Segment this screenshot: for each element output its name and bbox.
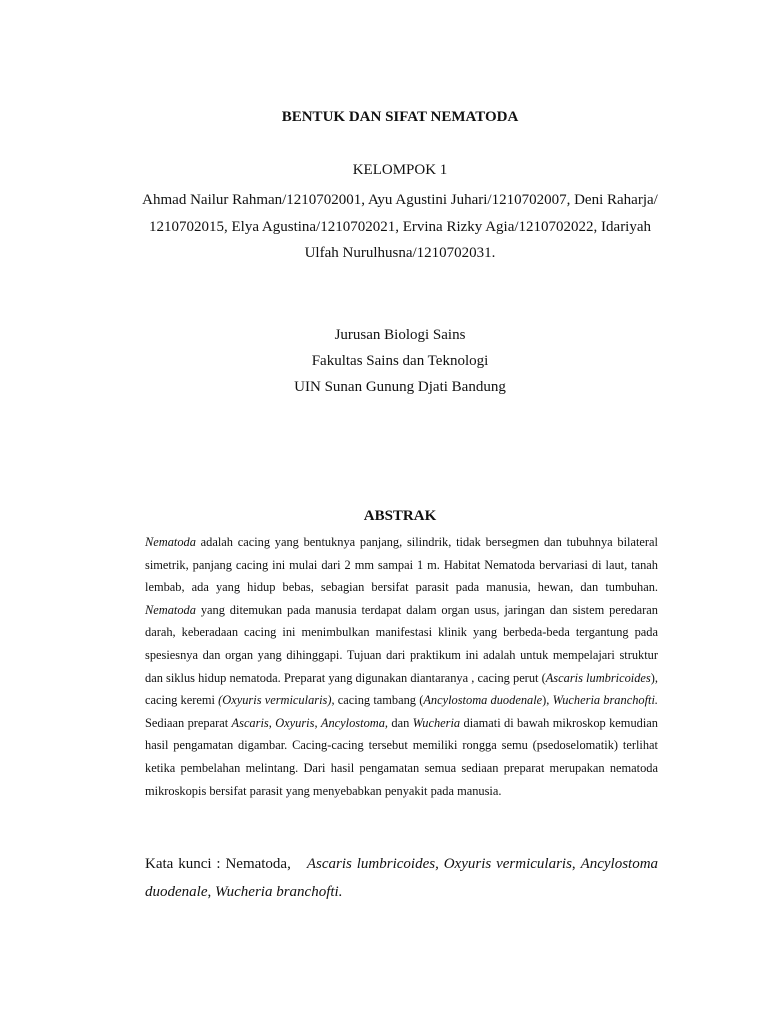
- group-label: KELOMPOK 1: [352, 162, 448, 178]
- abstract-heading: ABSTRAK: [363, 508, 437, 524]
- keywords: [145, 850, 658, 906]
- paper-title: BENTUK DAN SIFAT NEMATODA: [281, 109, 519, 125]
- faculty: Fakultas Sains dan Teknologi: [311, 353, 489, 369]
- abstract-term: Nematoda: [145, 602, 196, 617]
- abstract-sentence: diamati di bawah mikroskop kemudian hasil pengamatan digambar. Cacing-cacing tersebut memiliki rongga semu (psedoselomatik) terlihat ketika pembelahan melintang. Dari hasil pengamatan semua sediaan preparat merupakan nematoda mikroskopis bersifat parasit yang menyebabkan penyakit pada manusia.: [145, 715, 658, 798]
- abstract-sentence: Sediaan preparat: [145, 715, 232, 730]
- abstract-sentence: yang ditemukan pada manusia terdapat dalam organ usus, jaringan dan sistem peredaran darah, keberadaan cacing ini menimbulkan manifestasi klinik yang berbeda-beda tergantung pada spesiesnya dan organ yang dihinggapi. Tujuan dari praktikum ini adalah untuk mempelajari struktur dan siklus hidup nematoda. Preparat yang digunakan diantaranya , cacing perut (: [145, 602, 658, 685]
- genus-name: Ascaris: [231, 715, 269, 730]
- keyword: Oxyuris vermicularis: [443, 856, 572, 872]
- species-name: Wucheria branchofti.: [552, 693, 659, 708]
- keyword-separator: ,: [435, 856, 444, 872]
- abstract-sentence: dan: [388, 715, 413, 730]
- affiliation-block: [0, 322, 768, 400]
- abstract-text: [145, 531, 658, 802]
- abstract-sentence: ,: [268, 715, 276, 730]
- abstract-sentence: ),: [542, 693, 553, 708]
- abstract-sentence: adalah cacing yang bentuknya panjang, silindrik, tidak bersegmen dan tubuhnya bilateral simetrik, panjang cacing ini mulai dari 2 mm sampai 1 m. Habitat Nematoda bervariasi di laut, tanah lembab, ada yang hidup bebas, sebagian bersifat parasit pada manusia, hewan, dan tumbuhan.: [145, 535, 658, 595]
- keywords-label: Kata kunci : Nematoda,: [145, 856, 291, 872]
- author-list: Ahmad Nailur Rahman/1210702001, Ayu Agustini Juhari/1210702007, Deni Raharja/ 1210702015, Elya Agustina/1210702021, Ervina Rizky Agia/1210702022, Idariyah Ulfah Nurulhusna/1210702031.: [142, 192, 658, 261]
- genus-name: Wucheria: [412, 715, 461, 730]
- keyword: Ascaris lumbricoides: [306, 856, 436, 872]
- abstract-sentence: , cacing tambang (: [331, 693, 424, 708]
- abstract-sentence: ), cacing keremi: [145, 670, 658, 708]
- abstract-term: Nematoda: [145, 535, 196, 549]
- keyword: Wucheria branchofti.: [214, 884, 343, 900]
- keyword: Ancylostoma duodenale: [145, 856, 659, 900]
- university: UIN Sunan Gunung Djati Bandung: [294, 379, 506, 395]
- species-name: Ancylostoma duodenale: [423, 693, 543, 708]
- keyword-separator: ,: [207, 884, 215, 900]
- keyword-separator: ,: [571, 856, 581, 872]
- species-name: (Oxyuris vermicularis): [218, 693, 332, 708]
- genus-name: Ancylostoma,: [320, 715, 389, 730]
- genus-name: Oxyuris: [275, 715, 315, 730]
- abstract-sentence: ,: [314, 715, 321, 730]
- species-name: Ascaris lumbricoides: [545, 670, 651, 685]
- department: Jurusan Biologi Sains: [334, 327, 466, 343]
